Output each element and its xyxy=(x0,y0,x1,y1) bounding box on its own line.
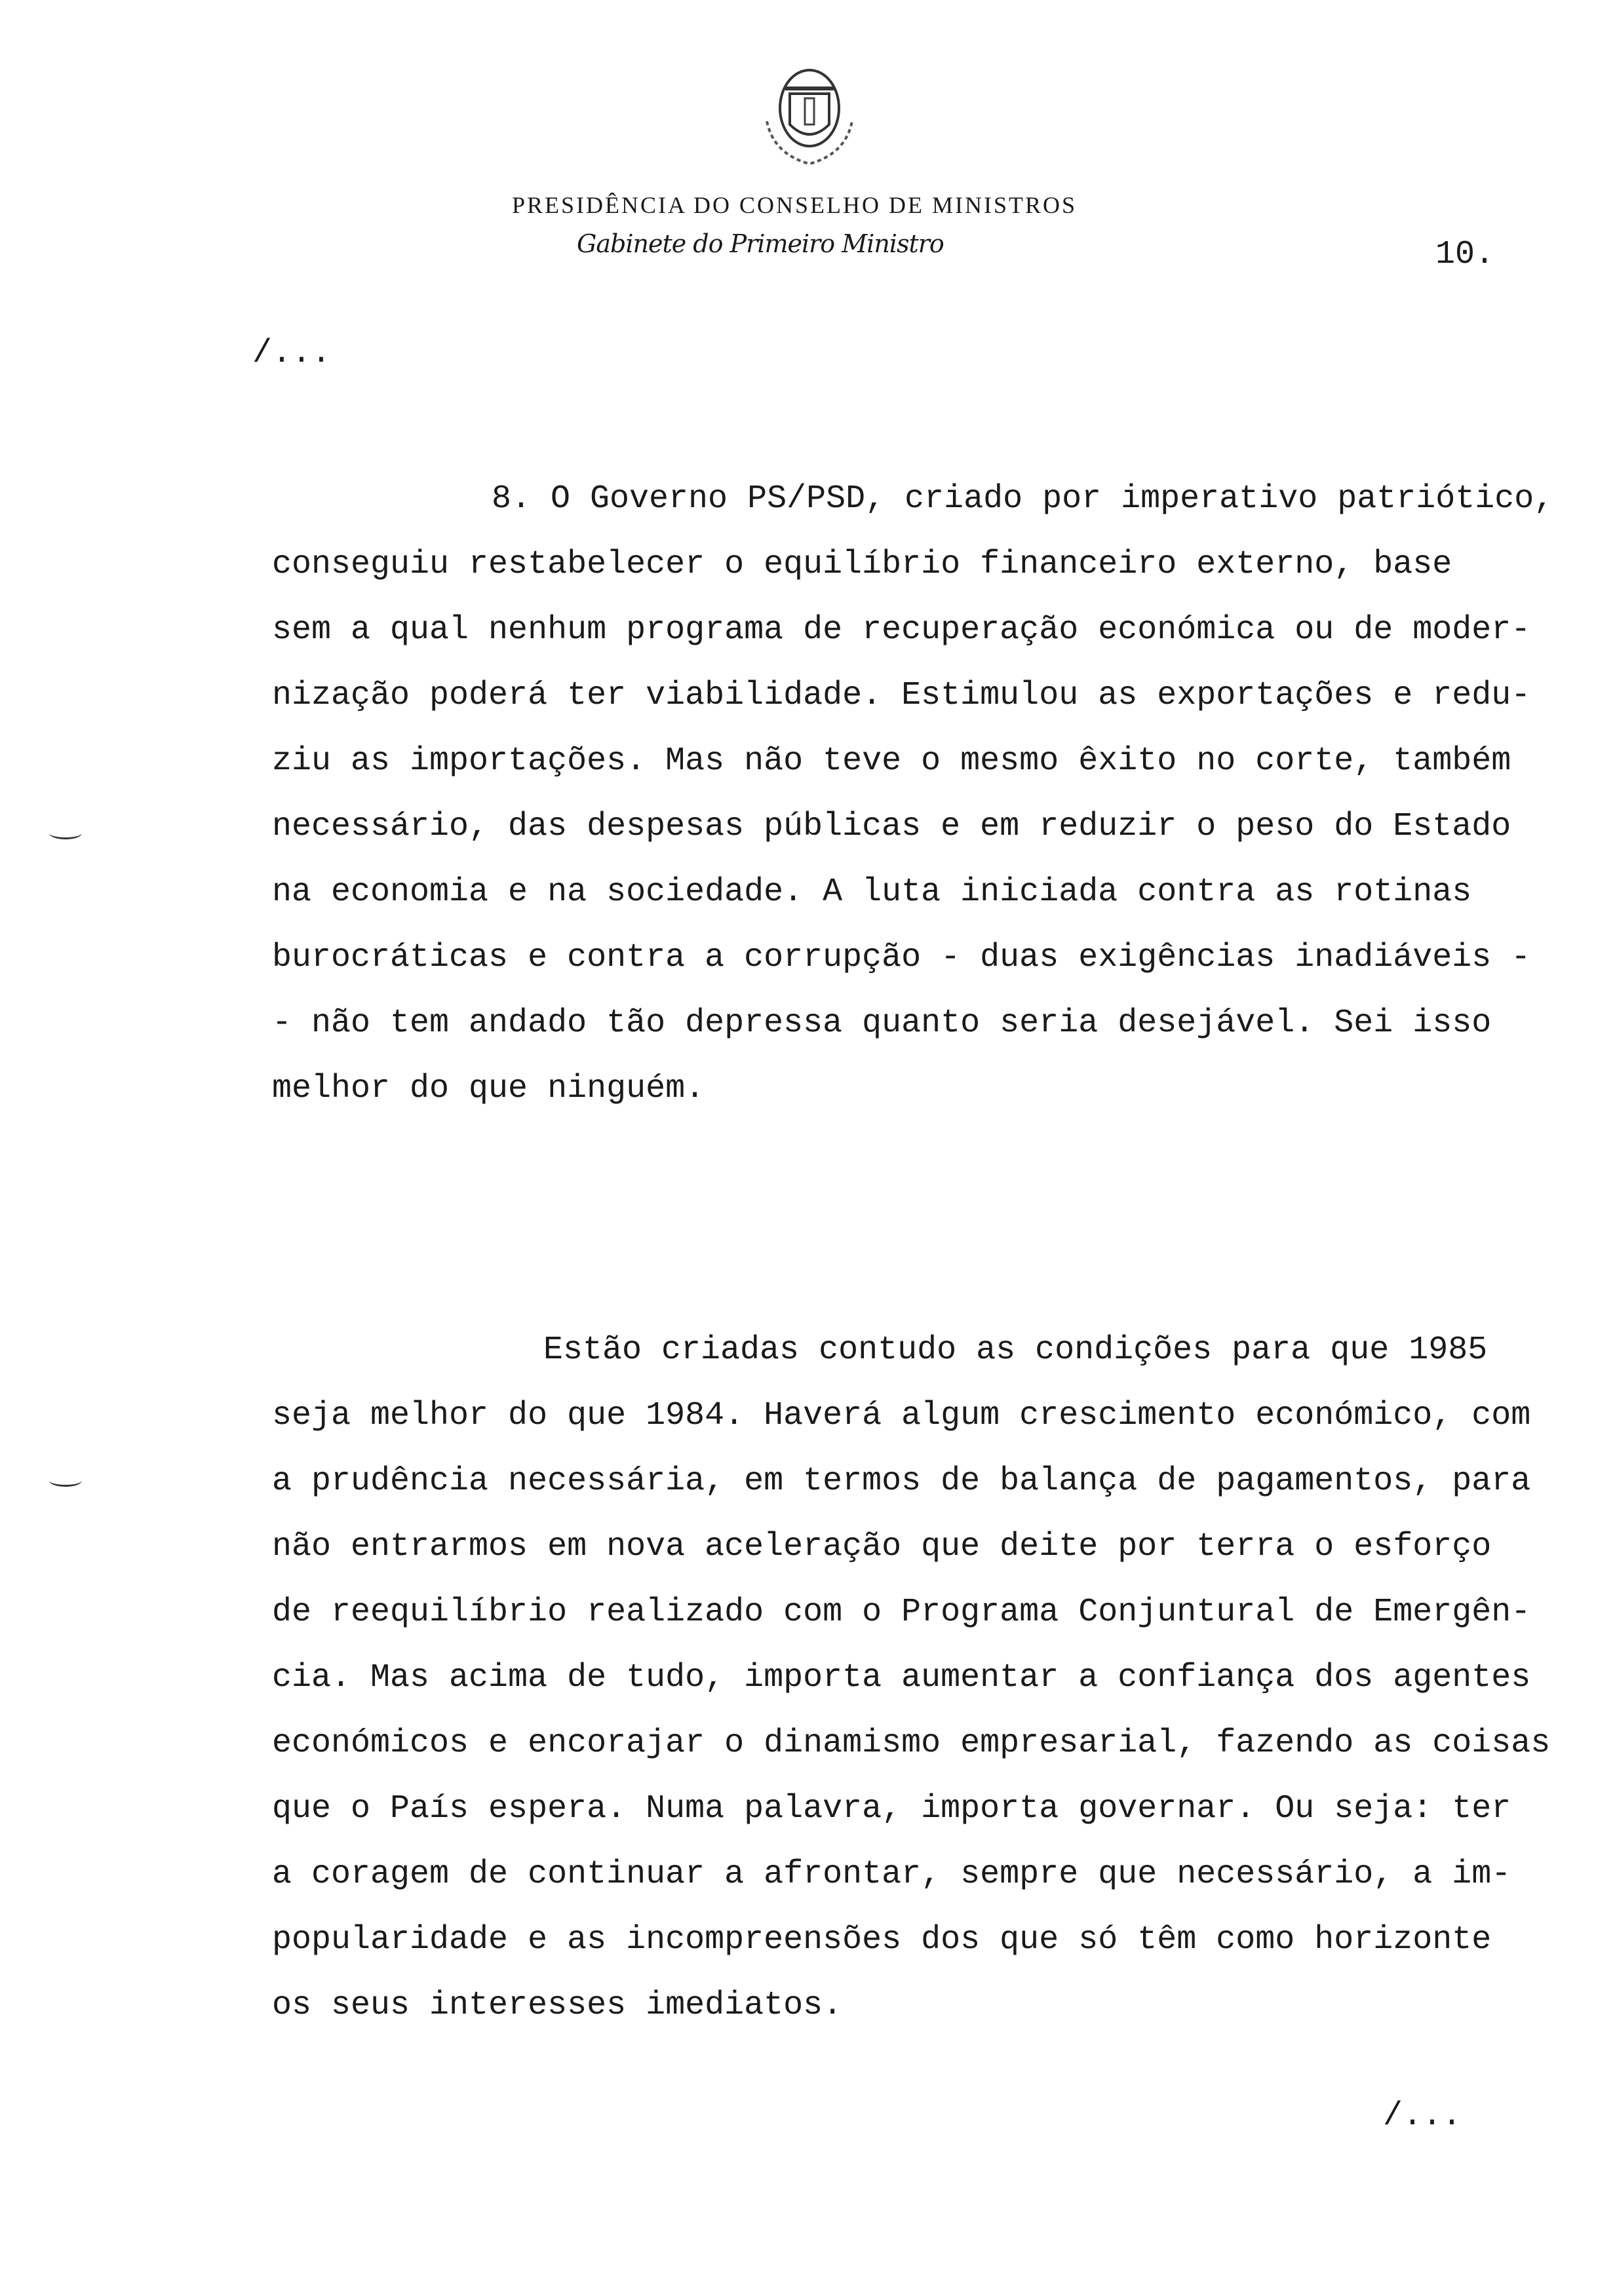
text-line: nização poderá ter viabilidade. Estimulou as exportações e redu- xyxy=(272,677,1531,714)
text-line: os seus interesses imediatos. xyxy=(272,1987,843,2024)
organization-name: PRESIDÊNCIA DO CONSELHO DE MINISTROS xyxy=(511,192,1078,218)
margin-mark xyxy=(49,1474,82,1487)
text-line: de reequilíbrio realizado com o Programa Conjuntural de Emergên- xyxy=(272,1594,1531,1631)
text-line: seja melhor do que 1984. Haverá algum crescimento económico, com xyxy=(272,1397,1531,1434)
text-line: a coragem de continuar a afrontar, sempre que necessário, a im- xyxy=(272,1856,1511,1893)
continuation-mark-top: /... xyxy=(252,335,332,372)
text-line: na economia e na sociedade. A luta iniciada contra as rotinas xyxy=(272,873,1472,911)
page-number: 10. xyxy=(1435,236,1495,273)
text-line: burocráticas e contra a corrupção - duas exigências inadiáveis - xyxy=(272,939,1531,976)
coat-of-arms-seal xyxy=(747,62,872,174)
text-line: conseguiu restabelecer o equilíbrio financeiro externo, base xyxy=(272,546,1452,583)
margin-mark xyxy=(49,827,82,839)
paragraph-2 xyxy=(272,1318,1550,2038)
text-line: melhor do que ninguém. xyxy=(272,1070,705,1107)
organization-header xyxy=(0,191,1615,219)
text-line: - não tem andado tão depressa quanto seria desejável. Sei isso xyxy=(272,1004,1492,1042)
text-line: cia. Mas acima de tudo, importa aumentar a confiança dos agentes xyxy=(272,1659,1531,1696)
text-line: popularidade e as incompreensões dos que só têm como horizonte xyxy=(272,1921,1492,1959)
text-line: a prudência necessária, em termos de balança de pagamentos, para xyxy=(272,1463,1531,1500)
text-line: Estão criadas contudo as condições para que 1985 xyxy=(543,1331,1488,1369)
paragraph-8 xyxy=(272,467,1553,1122)
office-name: Gabinete do Primeiro Ministro xyxy=(577,229,944,258)
continuation-mark-bottom: /... xyxy=(1383,2097,1462,2135)
text-line: económicos e encorajar o dinamismo empresarial, fazendo as coisas xyxy=(272,1725,1551,1762)
text-line: sem a qual nenhum programa de recuperação económica ou de moder- xyxy=(272,611,1531,649)
text-line: necessário, das despesas públicas e em reduzir o peso do Estado xyxy=(272,808,1511,845)
text-line: que o País espera. Numa palavra, importa governar. Ou seja: ter xyxy=(272,1790,1511,1827)
text-line: ziu as importações. Mas não teve o mesmo êxito no corte, também xyxy=(272,742,1511,780)
text-line: 8. O Governo PS/PSD, criado por imperativo patriótico, xyxy=(492,480,1554,518)
text-line: não entrarmos em nova aceleração que deite por terra o esforço xyxy=(272,1528,1492,1565)
